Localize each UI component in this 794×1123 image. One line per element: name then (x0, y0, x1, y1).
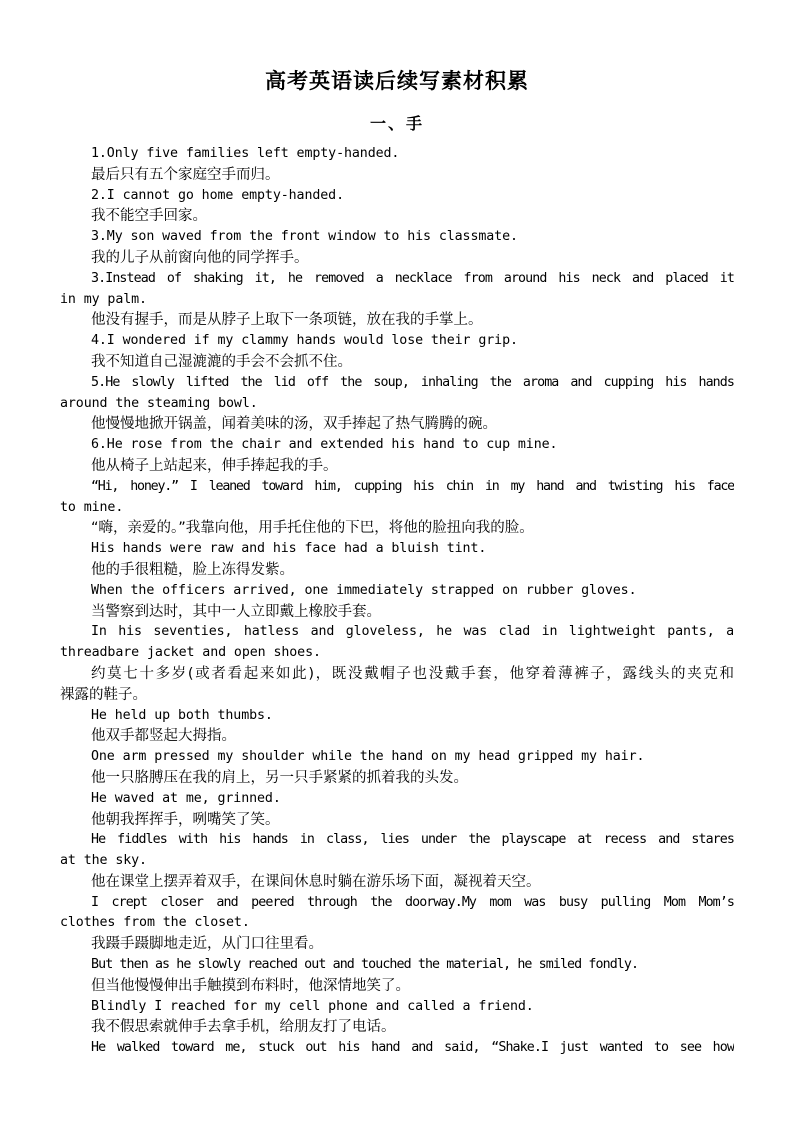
english-text-line: But then as he slowly reached out and touched the material, he smiled fondly. (91, 957, 639, 973)
english-text-line: He walked toward me, stuck out his hand and said, “Shake.I just wanted to see how (91, 1040, 734, 1056)
english-text-line: 2.I cannot go home empty-handed. (91, 187, 344, 203)
chinese-text-line: 约莫七十多岁(或者看起来如此)，既没戴帽子也没戴手套，他穿着薄裤子，露线头的夹克和 (91, 665, 734, 682)
chinese-text-line: 他慢慢地掀开锅盖，闻着美味的汤，双手捧起了热气腾腾的碗。 (91, 416, 497, 433)
english-text-line: He held up both thumbs. (91, 707, 273, 723)
chinese-text-line: 我不能空手回家。 (91, 208, 207, 225)
english-text-line: to mine. (60, 499, 124, 515)
english-text-line: He fiddles with his hands in class, lies under the playscape at recess and stares (91, 832, 734, 848)
english-text-line: “Hi, honey.” I leaned toward him, cupping his chin in my hand and twisting his face (91, 478, 734, 494)
english-text-line: I crept closer and peered through the doorway.My mom was busy pulling Mom Mom’s (91, 894, 734, 910)
document-title: 高考英语读后续写素材积累 (265, 69, 529, 93)
english-text-line: in my palm. (60, 291, 147, 307)
english-text-line: 6.He rose from the chair and extended his hand to cup mine. (91, 437, 558, 453)
chinese-text-line: 我的儿子从前窗向他的同学挥手。 (91, 249, 309, 266)
chinese-text-line: 裸露的鞋子。 (60, 686, 147, 703)
english-text-line: 3.Instead of shaking it, he removed a necklace from around his neck and placed it (91, 270, 734, 286)
section-heading: 一、手 (369, 114, 424, 133)
document-body (60, 144, 734, 1059)
english-text-line: at the sky. (60, 853, 147, 869)
english-text-line: 5.He slowly lifted the lid off the soup, inhaling the aroma and cupping his hands (91, 374, 734, 390)
chinese-text-line: 他朝我挥挥手，咧嘴笑了笑。 (91, 811, 280, 828)
english-text-line: clothes from the closet. (60, 915, 250, 931)
english-text-line: around the steaming bowl. (60, 395, 258, 411)
english-text-line: 1.Only five families left empty-handed. (91, 146, 400, 161)
chinese-text-line: 他在课堂上摆弄着双手，在课间休息时躺在游乐场下面，凝视着天空。 (91, 873, 541, 890)
english-text-line: When the officers arrived, one immediately strapped on rubber gloves. (91, 582, 637, 598)
english-text-line: He waved at me, grinned. (91, 790, 281, 806)
chinese-text-line: 他的手很粗糙，脸上冻得发紫。 (91, 561, 294, 578)
chinese-text-line: “嗨，亲爱的。”我靠向他，用手托住他的下巴，将他的脸扭向我的脸。 (91, 520, 534, 537)
english-text-line: Blindly I reached for my cell phone and called a friend. (91, 998, 534, 1014)
chinese-text-line: 我蹑手蹑脚地走近，从门口往里看。 (91, 936, 323, 953)
chinese-text-line: 我不假思索就伸手去拿手机，给朋友打了电话。 (91, 1019, 396, 1036)
english-text-line: In his seventies, hatless and gloveless, he was clad in lightweight pants, a (91, 624, 734, 640)
chinese-text-line: 他没有握手，而是从脖子上取下一条项链，放在我的手掌上。 (91, 312, 483, 329)
chinese-text-line: 他从椅子上站起来，伸手捧起我的手。 (91, 457, 338, 474)
chinese-text-line: 他双手都竖起大拇指。 (91, 728, 236, 745)
chinese-text-line: 但当他慢慢伸出手触摸到布料时，他深情地笑了。 (91, 977, 410, 994)
chinese-text-line: 他一只胳膊压在我的肩上，另一只手紧紧的抓着我的头发。 (91, 769, 468, 786)
english-text-line: 4.I wondered if my clammy hands would lose their grip. (91, 333, 518, 349)
chinese-text-line: 最后只有五个家庭空手而归。 (91, 166, 280, 183)
english-text-line: threadbare jacket and open shoes. (60, 645, 321, 661)
chinese-text-line: 我不知道自己湿漉漉的手会不会抓不住。 (91, 353, 352, 370)
english-text-line: His hands were raw and his face had a bluish tint. (91, 541, 487, 557)
english-text-line: One arm pressed my shoulder while the hand on my head gripped my hair. (91, 749, 645, 765)
english-text-line: 3.My son waved from the front window to his classmate. (91, 229, 518, 245)
chinese-text-line: 当警察到达时，其中一人立即戴上橡胶手套。 (91, 603, 381, 620)
